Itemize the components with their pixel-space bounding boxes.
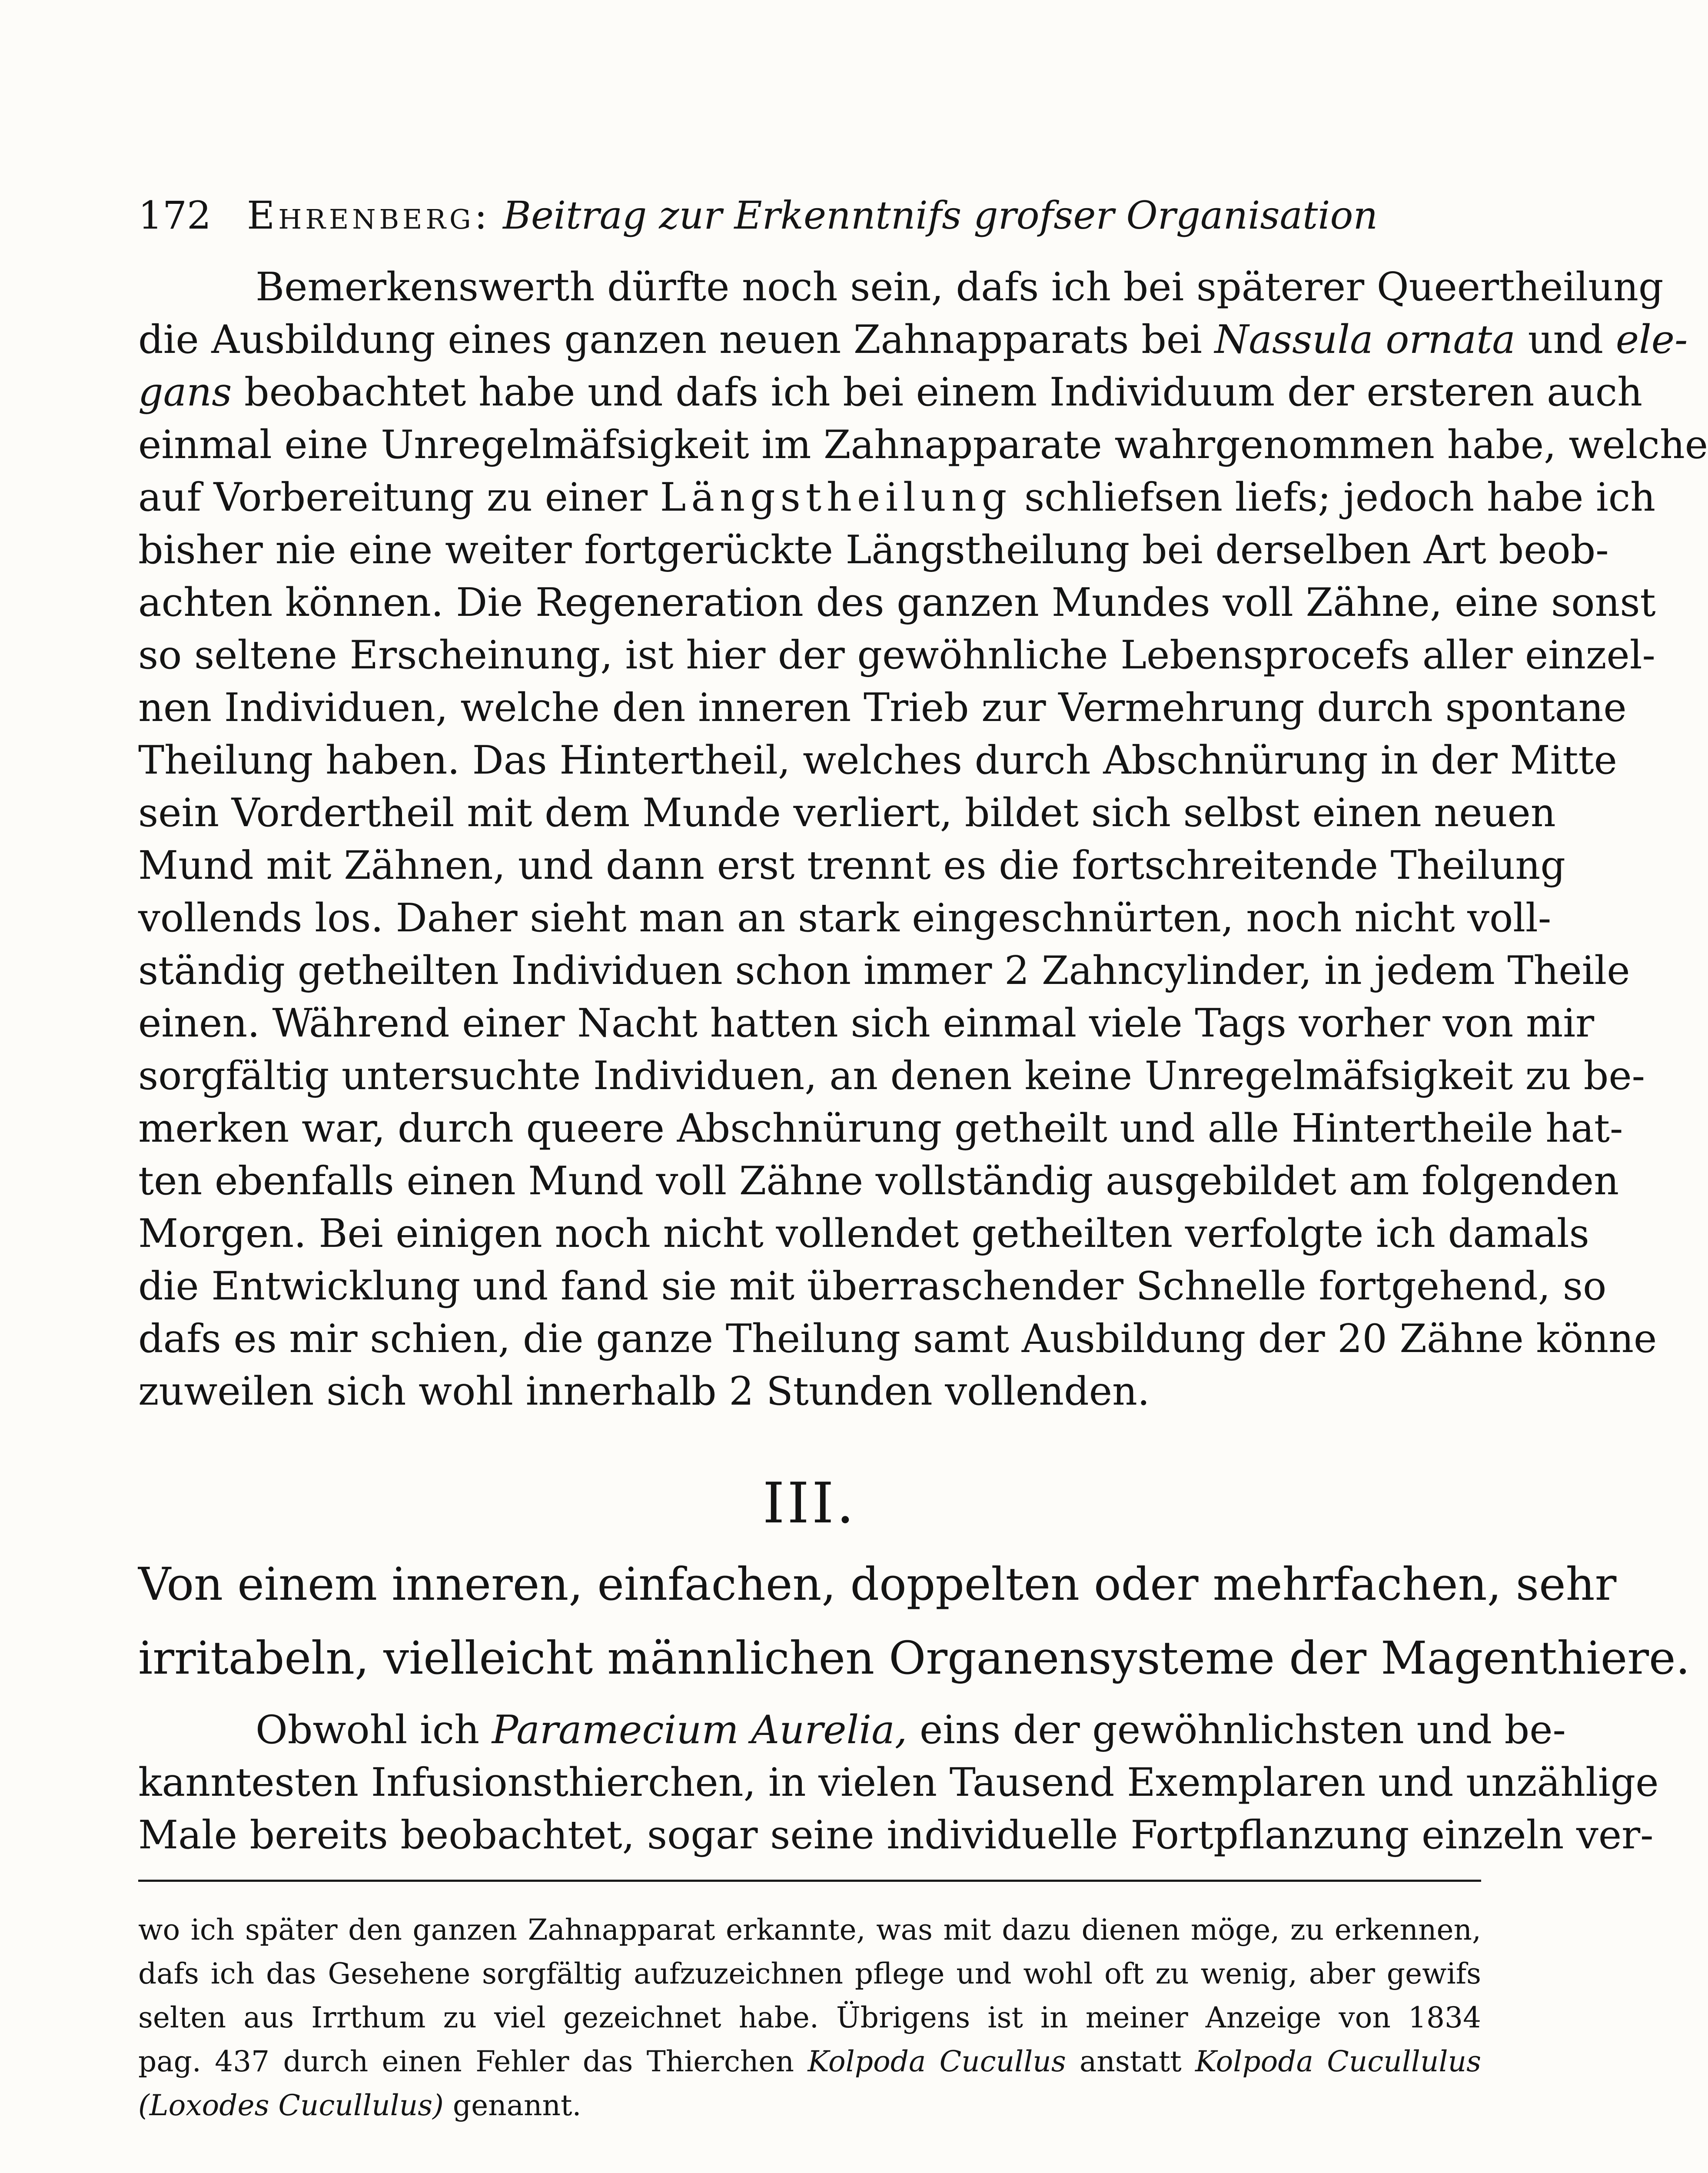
species-name: gans [138, 369, 232, 415]
text-line: auf Vorbereitung zu einer Längstheilung schliefsen liefs; jedoch habe ich [138, 475, 1656, 520]
section-title-line: irritabeln, vielleicht männlichen Organensysteme der Magenthiere. [138, 1631, 1690, 1685]
text-line: die Ausbildung eines ganzen neuen Zahnapparats bei Nassula ornata und ele- [138, 317, 1688, 362]
footnote [138, 1908, 1481, 2127]
text-line: Mund mit Zähnen, und dann erst trennt es die fortschreitende Theilung [138, 843, 1565, 888]
footnote-line: selten aus Irrthum zu viel gezeichnet habe. Übrigens ist in meiner Anzeige von 1834 [138, 2001, 1481, 2034]
section-title [138, 1547, 1690, 1695]
text-line: vollends los. Daher sieht man an stark eingeschnürten, noch nicht voll- [138, 895, 1552, 941]
footnote-line: pag. 437 durch einen Fehler das Thierchen Kolpoda Cucullus anstatt Kolpoda Cucullulus [138, 2045, 1481, 2078]
text-line: merken war, durch queere Abschnürung getheilt und alle Hintertheile hat- [138, 1106, 1623, 1151]
footnote-line: dafs ich das Gesehene sorgfältig aufzuzeichnen pflege und wohl oft zu wenig, aber gewifs [138, 1957, 1481, 1990]
text-line: einen. Während einer Nacht hatten sich einmal viele Tags vorher von mir [138, 1000, 1595, 1046]
text-line: sein Vordertheil mit dem Munde verliert, bildet sich selbst einen neuen [138, 790, 1556, 836]
text-line: ständig getheilten Individuen schon immer 2 Zahncylinder, in jedem Theile [138, 948, 1630, 993]
text-line: Bemerkenswerth dürfte noch sein, dafs ich bei späterer Queertheilung [256, 264, 1664, 310]
paragraph-2 [138, 1704, 1659, 1861]
running-head-title: Beitrag zur Erkenntnifs grofser Organisation [503, 193, 1378, 238]
paragraph-1 [138, 261, 1708, 1418]
text-line: bisher nie eine weiter fortgerückte Längstheilung bei derselben Art beob- [138, 527, 1609, 573]
species-name: Nassula ornata [1214, 317, 1515, 362]
running-head [138, 189, 1481, 242]
text-line: so seltene Erscheinung, ist hier der gewöhnliche Lebensprocefs aller einzel- [138, 632, 1655, 678]
species-name: Kolpoda Cucullus [807, 2045, 1066, 2078]
species-name: ele- [1615, 317, 1688, 362]
text-line: ten ebenfalls einen Mund voll Zähne vollständig ausgebildet am folgenden [138, 1158, 1619, 1204]
species-name: Kolpoda Cucullulus [1195, 2045, 1481, 2078]
text-line: sorgfältig untersuchte Individuen, an denen keine Unregelmäfsigkeit zu be- [138, 1053, 1645, 1099]
text-line: gans beobachtet habe und dafs ich bei einem Individuum der ersteren auch [138, 369, 1643, 415]
text-line: Morgen. Bei einigen noch nicht vollendet getheilten verfolgte ich damals [138, 1211, 1589, 1256]
footnote-line: (Loxodes Cucullulus) genannt. [138, 2089, 582, 2122]
text-line: achten können. Die Regeneration des ganzen Mundes voll Zähne, eine sonst [138, 580, 1656, 625]
section-title-line: Von einem inneren, einfachen, doppelten oder mehrfachen, sehr [138, 1558, 1617, 1611]
section-number: III. [762, 1471, 857, 1536]
running-head-author: Ehrenberg: [247, 193, 491, 238]
text-line: Theilung haben. Das Hintertheil, welches durch Abschnürung in der Mitte [138, 738, 1617, 783]
species-name: (Loxodes Cucullulus) [138, 2089, 444, 2122]
page-number: 172 [138, 193, 211, 238]
species-name: Paramecium Aurelia, [492, 1707, 907, 1753]
text-line: Obwohl ich Paramecium Aurelia, eins der gewöhnlichsten und be- [256, 1707, 1566, 1753]
emphasized-term: Längstheilung [660, 475, 1012, 520]
text-line: einmal eine Unregelmäfsigkeit im Zahnapparate wahrgenommen habe, welche [138, 422, 1708, 468]
footnote-rule [138, 1880, 1481, 1882]
text-line: die Entwicklung und fand sie mit überraschender Schnelle fortgehend, so [138, 1263, 1607, 1309]
text-line: kanntesten Infusionsthierchen, in vielen Tausend Exemplaren und unzählige [138, 1760, 1659, 1805]
text-line: dafs es mir schien, die ganze Theilung samt Ausbildung der 20 Zähne könne [138, 1316, 1657, 1362]
footnote-line: wo ich später den ganzen Zahnapparat erkannte, was mit dazu dienen möge, zu erkennen, [138, 1913, 1481, 1947]
text-line: nen Individuen, welche den inneren Trieb zur Vermehrung durch spontane [138, 685, 1627, 731]
text-line: Male bereits beobachtet, sogar seine individuelle Fortpflanzung einzeln ver- [138, 1812, 1654, 1858]
text-line: zuweilen sich wohl innerhalb 2 Stunden vollenden. [138, 1369, 1150, 1414]
